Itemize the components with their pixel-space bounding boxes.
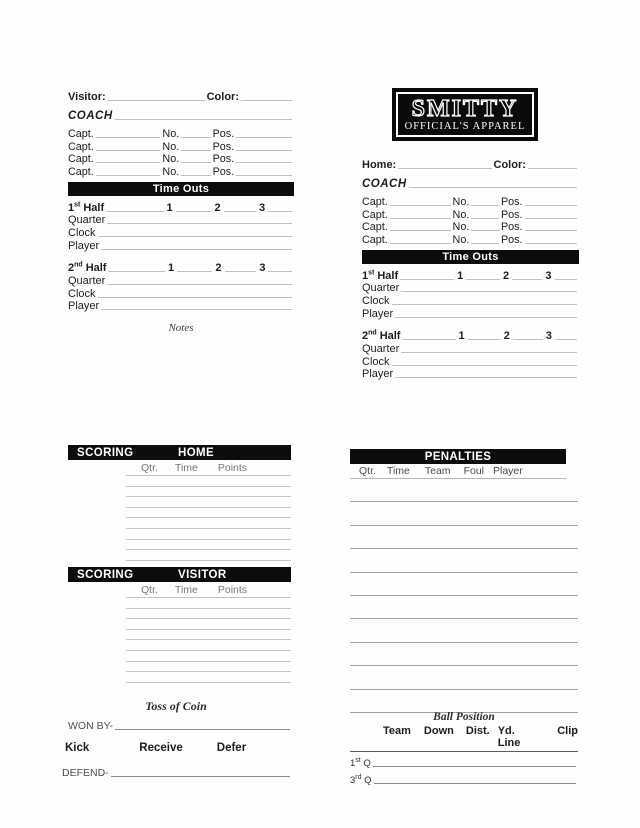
home-first-half-block [362, 268, 579, 320]
timeout-line [555, 269, 577, 280]
timeout-line [466, 269, 500, 280]
blank-rule-line [126, 476, 291, 487]
quarter-label: Quarter [68, 214, 106, 227]
pos-label: Pos. [500, 233, 523, 246]
no-label: No. [452, 233, 470, 246]
captain-row [68, 165, 294, 177]
coach-line [409, 177, 577, 188]
timeout-line [402, 329, 455, 340]
pos-line [236, 127, 292, 138]
home-header-row [362, 156, 579, 171]
col-time: Time [386, 465, 410, 477]
timeout-line [400, 269, 454, 280]
pos-label: Pos. [212, 165, 235, 178]
captain-row [362, 208, 579, 220]
visitor-name-line [108, 90, 205, 101]
blank-rule-line [350, 479, 578, 502]
capt-line [390, 233, 451, 244]
timeout-line [555, 329, 577, 340]
no-label: No. [162, 165, 180, 178]
capt-label: Capt. [68, 128, 94, 141]
player-label: Player [362, 307, 394, 320]
blank-rule-line [126, 540, 291, 551]
scoring-visitor-section [68, 567, 291, 683]
pos-line [525, 195, 577, 206]
scoring-home-columns [126, 462, 291, 476]
clock-row [362, 294, 579, 307]
capt-label: Capt. [362, 196, 388, 209]
won-by-label: WON BY- [68, 720, 114, 732]
pos-label: Pos. [212, 140, 235, 153]
capt-label: Capt. [362, 233, 388, 246]
scoring-home-section [68, 445, 291, 561]
penalties-section [350, 445, 578, 713]
col-player: Player [493, 465, 523, 477]
no-line [471, 195, 499, 206]
half-header-row [362, 268, 579, 282]
quarter-row [68, 214, 294, 227]
quarter-label: Quarter [362, 282, 400, 295]
capt-line [96, 140, 161, 151]
pos-label: Pos. [500, 196, 523, 209]
scoring-home-lines [126, 476, 291, 561]
col-time: Time [174, 462, 198, 474]
timeout-slot-3: 3 [259, 261, 266, 274]
pos-line [525, 208, 577, 219]
visitor-color-label: Color: [206, 91, 239, 103]
no-line [471, 220, 499, 231]
no-line [181, 152, 210, 163]
option-kick: Kick [65, 742, 90, 754]
visitor-color-line [241, 90, 292, 101]
blank-rule-line [350, 549, 578, 572]
coach-label: COACH [362, 178, 407, 190]
pos-label: Pos. [500, 208, 523, 221]
quarter-label: Quarter [362, 342, 400, 355]
timeout-slot-1: 1 [458, 329, 465, 342]
timeout-slot-3: 3 [545, 329, 552, 342]
option-defer: Defer [216, 742, 247, 754]
defend-label: DEFEND- [62, 767, 109, 779]
col-qtr: Qtr. [141, 462, 158, 474]
blank-rule-line [350, 619, 578, 642]
half-label: 2nd Half [68, 261, 107, 274]
captain-row [362, 196, 579, 208]
capt-label: Capt. [362, 208, 388, 221]
scoring-home-bar [68, 445, 291, 460]
visitor-coach-row [68, 108, 294, 122]
clock-label: Clock [362, 295, 390, 308]
blank-rule-line [350, 666, 578, 689]
half-header-row [68, 200, 294, 214]
first-quarter-line [373, 756, 576, 767]
clock-line [392, 294, 577, 305]
penalties-lines [350, 479, 578, 713]
brand-tagline: OFFICIAL'S APPAREL [404, 120, 526, 132]
blank-rule-line [126, 497, 291, 508]
quarter-line [401, 342, 577, 353]
captain-row [68, 140, 294, 152]
toss-options-row [60, 742, 292, 754]
pos-line [525, 233, 577, 244]
blank-rule-line [350, 526, 578, 549]
home-name-line [398, 158, 491, 169]
no-line [471, 233, 499, 244]
quarter-label: Quarter [68, 274, 106, 287]
blank-rule-line [126, 651, 291, 662]
col-dist: Dist. [465, 725, 490, 737]
timeout-line [268, 261, 292, 272]
timeout-line [225, 261, 257, 272]
option-receive: Receive [139, 742, 183, 754]
scoring-visitor-bar [68, 567, 291, 582]
home-card [362, 156, 579, 380]
no-label: No. [162, 140, 180, 153]
player-label: Player [68, 300, 100, 313]
blank-rule-line [350, 596, 578, 619]
blank-rule-line [126, 640, 291, 651]
home-timeouts-bar: Time Outs [362, 250, 579, 264]
col-down: Down [423, 725, 454, 737]
capt-label: Capt. [68, 153, 94, 166]
third-quarter-label: 3rd Q [350, 773, 372, 786]
clock-row [68, 226, 294, 239]
no-label: No. [452, 221, 470, 234]
ball-position-title: Ball Position [433, 711, 495, 723]
player-line [395, 307, 577, 318]
no-line [471, 208, 499, 219]
blank-rule-line [126, 518, 291, 529]
no-label: No. [452, 196, 470, 209]
timeout-line [468, 329, 501, 340]
timeout-line [177, 261, 212, 272]
timeout-slot-1: 1 [166, 201, 173, 214]
home-label: Home: [362, 159, 397, 171]
clock-label: Clock [362, 355, 390, 368]
player-label: Player [362, 368, 394, 381]
blank-rule-line [126, 662, 291, 673]
clock-label: Clock [68, 287, 96, 300]
timeout-slot-2: 2 [502, 269, 510, 282]
col-points: Points [217, 584, 248, 596]
defend-line [111, 766, 290, 777]
toss-of-coin-section [60, 699, 292, 779]
col-qtr: Qtr. [359, 465, 376, 477]
scoring-team: VISITOR [178, 568, 227, 581]
scoring-visitor-lines [126, 598, 291, 683]
home-second-half-block [362, 328, 579, 380]
col-qtr: Qtr. [141, 584, 158, 596]
quarter-line [107, 274, 292, 285]
no-line [181, 127, 210, 138]
notes-label: Notes [168, 322, 194, 335]
toss-title: Toss of Coin [145, 699, 207, 713]
pos-label: Pos. [212, 153, 235, 166]
blank-rule-line [126, 598, 291, 609]
scoring-visitor-columns [126, 584, 291, 598]
home-captain-rows [362, 196, 579, 246]
pos-label: Pos. [212, 128, 235, 141]
blank-rule-line [126, 508, 291, 519]
timeout-slot-2: 2 [503, 329, 510, 342]
no-line [181, 165, 210, 176]
col-points: Points [217, 462, 248, 474]
coach-line [115, 109, 292, 120]
timeout-slot-1: 1 [457, 269, 464, 282]
visitor-second-half-block [68, 260, 294, 312]
col-team: Team [424, 465, 451, 477]
third-quarter-line [374, 773, 576, 784]
no-line [181, 140, 210, 151]
blank-rule-line [350, 573, 578, 596]
smitty-logo [392, 88, 538, 141]
coach-label: COACH [68, 110, 113, 122]
visitor-card [68, 88, 294, 334]
player-row [362, 368, 579, 381]
pos-line [525, 220, 577, 231]
scoring-team: HOME [178, 446, 215, 459]
blank-rule-line [126, 672, 291, 683]
visitor-first-half-block [68, 200, 294, 252]
col-yd-line: Yd. Line [497, 725, 521, 749]
quarter-row [362, 282, 579, 295]
clock-row [68, 287, 294, 300]
player-line [395, 367, 577, 378]
ball-position-columns [350, 725, 578, 752]
quarter-row [68, 274, 294, 287]
player-row [362, 307, 579, 320]
pos-label: Pos. [500, 221, 523, 234]
scoring-title: SCORING [77, 446, 134, 459]
capt-line [96, 165, 161, 176]
clock-line [98, 287, 292, 298]
home-color-label: Color: [493, 159, 526, 171]
third-quarter-row [350, 769, 578, 786]
pos-line [236, 165, 292, 176]
capt-line [390, 208, 451, 219]
blank-rule-line [126, 529, 291, 540]
capt-label: Capt. [362, 221, 388, 234]
blank-rule-line [350, 643, 578, 666]
smitty-logo-frame [396, 92, 534, 137]
player-row [68, 300, 294, 313]
half-header-row [68, 260, 294, 274]
no-label: No. [162, 128, 180, 141]
timeout-line [268, 201, 292, 212]
timeout-line [176, 201, 212, 212]
blank-rule-line [126, 487, 291, 498]
blank-rule-line [126, 619, 291, 630]
defend-row [60, 765, 292, 779]
blank-rule-line [350, 690, 578, 713]
timeout-slot-2: 2 [215, 261, 222, 274]
visitor-timeouts-bar: Time Outs [68, 182, 294, 196]
captain-row [362, 233, 579, 245]
timeout-line [512, 269, 542, 280]
timeout-line [224, 201, 256, 212]
player-line [101, 299, 292, 310]
half-label: 1st Half [68, 200, 105, 214]
capt-label: Capt. [68, 140, 94, 153]
col-team: Team [383, 725, 411, 737]
captain-row [68, 128, 294, 140]
penalties-bar: PENALTIES [350, 449, 566, 464]
timeout-line [513, 329, 543, 340]
blank-rule-line [126, 609, 291, 620]
home-coach-row [362, 176, 579, 190]
timeout-slot-2: 2 [214, 201, 221, 214]
player-row [68, 239, 294, 252]
captain-row [362, 221, 579, 233]
no-label: No. [452, 208, 470, 221]
clock-line [392, 355, 577, 366]
player-line [101, 239, 292, 250]
col-clip: Clip [557, 725, 578, 737]
pos-line [236, 140, 292, 151]
penalties-columns [350, 465, 566, 479]
capt-line [96, 152, 161, 163]
timeout-line [108, 261, 165, 272]
col-foul: Foul [463, 465, 484, 477]
timeout-slot-1: 1 [167, 261, 175, 274]
first-quarter-row [350, 752, 578, 769]
home-color-line [528, 158, 577, 169]
visitor-captain-rows [68, 128, 294, 178]
timeout-slot-3: 3 [258, 201, 266, 214]
clock-label: Clock [68, 227, 96, 240]
ball-position-section [350, 711, 578, 786]
captain-row [68, 153, 294, 165]
pos-line [236, 152, 292, 163]
col-time: Time [174, 584, 198, 596]
blank-rule-line [350, 502, 578, 525]
capt-line [96, 127, 161, 138]
brand-name: SMITTY [411, 95, 519, 122]
won-by-row [60, 718, 292, 732]
capt-label: Capt. [68, 165, 94, 178]
blank-rule-line [126, 550, 291, 561]
no-label: No. [162, 153, 180, 166]
player-label: Player [68, 239, 100, 252]
quarter-row [362, 342, 579, 355]
scoring-title: SCORING [77, 568, 134, 581]
clock-row [362, 355, 579, 368]
visitor-label: Visitor: [68, 91, 106, 103]
half-header-row [362, 328, 579, 342]
visitor-header-row [68, 88, 294, 103]
capt-line [390, 195, 451, 206]
timeout-line [106, 201, 163, 212]
blank-rule-line [126, 630, 291, 641]
timeout-slot-3: 3 [545, 269, 552, 282]
quarter-line [401, 281, 577, 292]
capt-line [390, 220, 451, 231]
first-quarter-label: 1st Q [350, 756, 371, 769]
clock-line [98, 226, 292, 237]
half-label: 1st Half [362, 268, 399, 282]
won-by-line [115, 719, 290, 730]
quarter-line [107, 213, 292, 224]
half-label: 2nd Half [362, 329, 401, 342]
